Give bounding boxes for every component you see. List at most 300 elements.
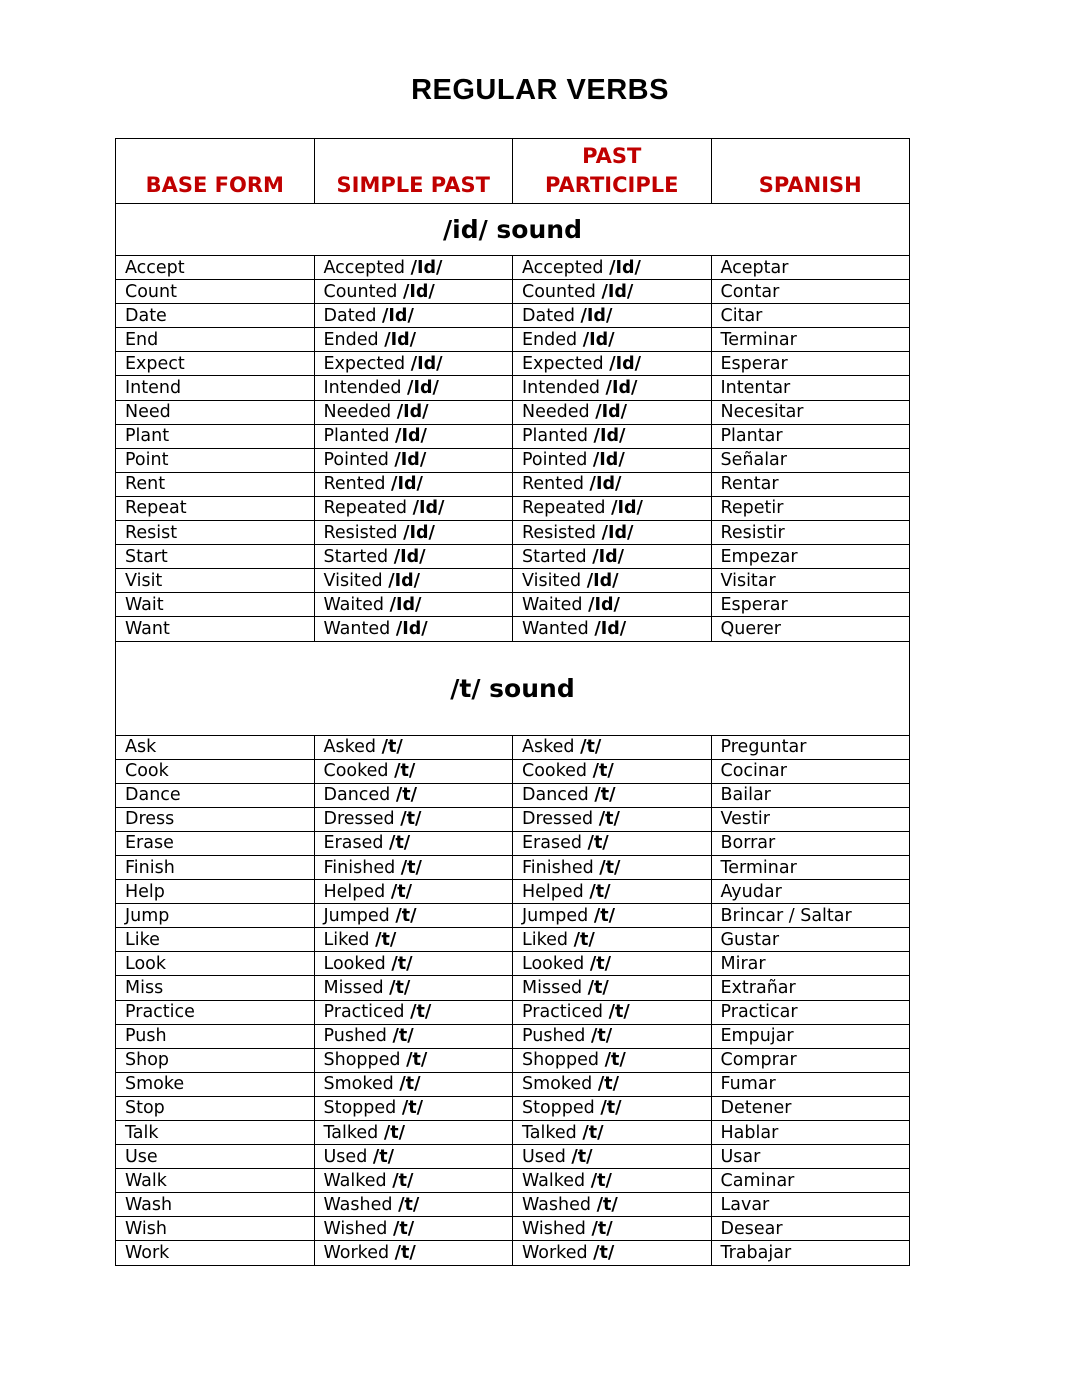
verb-text: Cooked: [323, 761, 389, 782]
verb-text: Talk: [125, 1122, 159, 1143]
verb-text: Jumped: [522, 905, 589, 926]
simple-past-cell: [314, 472, 513, 496]
verb-text: Stopped: [522, 1098, 595, 1119]
table-row: [116, 328, 910, 352]
table-row: [116, 1000, 910, 1024]
past-participle-cell: [513, 904, 712, 928]
past-participle-cell: [513, 783, 712, 807]
simple-past-cell: [314, 304, 513, 328]
sound-marker: /t/: [593, 1243, 615, 1264]
simple-past-cell: [314, 521, 513, 545]
past-participle-cell: [513, 831, 712, 855]
past-participle-cell: [513, 807, 712, 831]
table-row: [116, 496, 910, 520]
verb-text: Planted: [522, 426, 588, 447]
base-form-cell: [116, 400, 315, 424]
base-form-cell: [116, 424, 315, 448]
past-participle-cell: [513, 1193, 712, 1217]
simple-past-cell: [314, 448, 513, 472]
base-form-cell: [116, 735, 315, 759]
past-participle-cell: [513, 928, 712, 952]
base-form-cell: [116, 304, 315, 328]
spanish-cell: [711, 976, 910, 1000]
spanish-cell: [711, 521, 910, 545]
verb-text: Shopped: [323, 1050, 401, 1071]
verb-text: Dance: [125, 785, 181, 806]
sound-marker: /Id/: [605, 378, 638, 399]
verb-text: Work: [125, 1243, 170, 1264]
table-row: [116, 1096, 910, 1120]
sound-marker: /Id/: [410, 353, 443, 374]
verb-text: Count: [125, 281, 177, 302]
verb-text: Waited: [522, 594, 583, 615]
verb-text: Looked: [323, 953, 386, 974]
table-row: [116, 1121, 910, 1145]
past-participle-cell: [513, 521, 712, 545]
table-row: [116, 256, 910, 280]
verb-text: Shop: [125, 1050, 170, 1071]
sound-marker: /t/: [406, 1050, 428, 1071]
past-participle-cell: [513, 617, 712, 641]
verb-text: Hablar: [720, 1122, 779, 1143]
sound-marker: /t/: [589, 881, 611, 902]
simple-past-cell: [314, 496, 513, 520]
verb-text: Practiced: [522, 1002, 604, 1023]
past-participle-cell: [513, 976, 712, 1000]
verb-text: Erased: [522, 833, 582, 854]
header-base-form: BASE FORM: [116, 139, 315, 204]
spanish-cell: [711, 831, 910, 855]
sound-marker: /t/: [571, 1146, 593, 1167]
sound-marker: /Id/: [388, 570, 421, 591]
sound-marker: /t/: [580, 737, 602, 758]
verb-text: Ended: [323, 329, 379, 350]
verb-text: Practiced: [323, 1002, 405, 1023]
past-participle-cell: [513, 880, 712, 904]
sound-marker: /t/: [593, 905, 616, 926]
verb-text: Esperar: [720, 353, 788, 374]
base-form-cell: [116, 593, 315, 617]
simple-past-cell: [314, 1169, 513, 1193]
spanish-cell: [711, 1169, 910, 1193]
verb-text: Lavar: [720, 1194, 770, 1215]
sound-marker: /t/: [398, 1194, 420, 1215]
base-form-cell: [116, 1193, 315, 1217]
sound-marker: /t/: [400, 857, 422, 878]
base-form-cell: [116, 1121, 315, 1145]
base-form-cell: [116, 976, 315, 1000]
verbs-table: [115, 138, 910, 1266]
base-form-cell: [116, 472, 315, 496]
sound-marker: /t/: [399, 1074, 421, 1095]
base-form-cell: [116, 1024, 315, 1048]
base-form-cell: [116, 904, 315, 928]
base-form-cell: [116, 1145, 315, 1169]
sound-marker: /Id/: [382, 305, 414, 326]
spanish-cell: [711, 448, 910, 472]
table-row: [116, 880, 910, 904]
table-row: [116, 735, 910, 759]
section-heading: /id/ sound: [116, 204, 910, 256]
sound-marker: /t/: [395, 905, 417, 926]
table-row: [116, 593, 910, 617]
verb-text: Use: [125, 1146, 158, 1167]
spanish-cell: [711, 617, 910, 641]
verb-text: Missed: [522, 977, 583, 998]
verb-text: Talked: [323, 1122, 379, 1143]
verb-text: Dated: [522, 305, 575, 326]
sound-marker: /Id/: [586, 570, 619, 591]
verb-text: Visitar: [720, 570, 776, 591]
sound-marker: /Id/: [594, 618, 627, 639]
simple-past-cell: [314, 928, 513, 952]
sound-marker: /t/: [401, 1098, 424, 1119]
simple-past-cell: [314, 1048, 513, 1072]
simple-past-cell: [314, 976, 513, 1000]
sound-marker: /t/: [391, 953, 413, 974]
past-participle-cell: [513, 569, 712, 593]
verb-text: Wanted: [323, 618, 391, 639]
sound-marker: /Id/: [609, 257, 641, 278]
past-participle-cell: [513, 855, 712, 879]
sound-marker: /Id/: [582, 329, 615, 350]
sound-marker: /t/: [392, 1170, 414, 1191]
table-row: [116, 472, 910, 496]
verb-text: Helped: [323, 881, 386, 902]
base-form-cell: [116, 1048, 315, 1072]
base-form-cell: [116, 256, 315, 280]
verb-text: Worked: [522, 1243, 588, 1264]
sound-marker: /t/: [375, 929, 397, 950]
simple-past-cell: [314, 1096, 513, 1120]
verb-text: Wait: [125, 594, 164, 615]
past-participle-cell: [513, 1072, 712, 1096]
spanish-cell: [711, 328, 910, 352]
verb-text: Want: [125, 618, 170, 639]
sound-marker: /Id/: [393, 546, 426, 567]
base-form-cell: [116, 759, 315, 783]
header-simple-past: SIMPLE PAST: [314, 139, 513, 204]
verb-text: Ayudar: [720, 881, 782, 902]
verb-text: Accept: [125, 257, 185, 278]
verb-text: Danced: [522, 785, 589, 806]
verb-text: Help: [125, 881, 165, 902]
verb-text: Walk: [125, 1170, 167, 1191]
verb-text: Like: [125, 929, 160, 950]
sound-marker: /Id/: [384, 329, 417, 350]
base-form-cell: [116, 1217, 315, 1241]
simple-past-cell: [314, 617, 513, 641]
sound-marker: /Id/: [592, 546, 625, 567]
sound-marker: /t/: [591, 1026, 613, 1047]
verb-text: Smoked: [323, 1074, 394, 1095]
verb-text: Plant: [125, 426, 170, 447]
verb-text: Señalar: [720, 450, 787, 471]
base-form-cell: [116, 880, 315, 904]
past-participle-cell: [513, 1241, 712, 1265]
verb-text: Liked: [323, 929, 370, 950]
sound-marker: /t/: [608, 1002, 630, 1023]
spanish-cell: [711, 352, 910, 376]
verb-text: Expect: [125, 353, 185, 374]
verb-text: Vestir: [720, 809, 770, 830]
table-row: [116, 1193, 910, 1217]
table-row: [116, 400, 910, 424]
verb-text: Talked: [522, 1122, 577, 1143]
simple-past-cell: [314, 783, 513, 807]
table-row: [116, 617, 910, 641]
section-heading: /t/ sound: [116, 641, 910, 735]
spanish-cell: [711, 928, 910, 952]
base-form-cell: [116, 1241, 315, 1265]
sound-marker: /t/: [587, 977, 609, 998]
base-form-cell: [116, 783, 315, 807]
verb-text: Needed: [323, 402, 392, 423]
verb-text: Contar: [720, 281, 780, 302]
sound-marker: /Id/: [601, 522, 634, 543]
verb-text: Pushed: [522, 1026, 586, 1047]
verb-text: Esperar: [720, 594, 788, 615]
verb-text: Rent: [125, 474, 166, 495]
sound-marker: /t/: [389, 833, 411, 854]
sound-marker: /t/: [394, 761, 416, 782]
verb-text: Wash: [125, 1194, 173, 1215]
verb-text: Intentar: [720, 378, 791, 399]
simple-past-cell: [314, 376, 513, 400]
table-row: [116, 569, 910, 593]
simple-past-cell: [314, 831, 513, 855]
table-row: [116, 424, 910, 448]
verb-text: Smoked: [522, 1074, 593, 1095]
verb-text: Mirar: [720, 953, 766, 974]
simple-past-cell: [314, 759, 513, 783]
verb-text: Washed: [323, 1194, 393, 1215]
verb-text: Liked: [522, 929, 568, 950]
verb-text: Used: [522, 1146, 566, 1167]
table-row: [116, 304, 910, 328]
simple-past-cell: [314, 545, 513, 569]
spanish-cell: [711, 1072, 910, 1096]
verb-text: Comprar: [720, 1050, 797, 1071]
verb-text: Intended: [323, 378, 402, 399]
verb-text: Helped: [522, 881, 584, 902]
spanish-cell: [711, 1217, 910, 1241]
header-past-participle: [513, 139, 712, 204]
past-participle-cell: [513, 280, 712, 304]
simple-past-cell: [314, 855, 513, 879]
verb-text: Finished: [522, 857, 594, 878]
base-form-cell: [116, 928, 315, 952]
sound-marker: /t/: [594, 785, 616, 806]
verb-text: Preguntar: [720, 737, 807, 758]
past-participle-cell: [513, 472, 712, 496]
table-row: [116, 1072, 910, 1096]
verb-text: Looked: [522, 953, 585, 974]
verb-text: Terminar: [720, 329, 797, 350]
base-form-cell: [116, 952, 315, 976]
sound-marker: /t/: [582, 1122, 604, 1143]
sound-marker: /Id/: [580, 305, 613, 326]
verb-text: Plantar: [720, 426, 783, 447]
verb-text: Wished: [522, 1218, 586, 1239]
simple-past-cell: [314, 807, 513, 831]
verb-text: Pushed: [323, 1026, 387, 1047]
spanish-cell: [711, 759, 910, 783]
simple-past-cell: [314, 400, 513, 424]
verb-text: Accepted: [323, 257, 406, 278]
spanish-cell: [711, 1000, 910, 1024]
base-form-cell: [116, 352, 315, 376]
base-form-cell: [116, 1096, 315, 1120]
verb-text: Used: [323, 1146, 368, 1167]
verb-text: Accepted: [522, 257, 604, 278]
spanish-cell: [711, 783, 910, 807]
verb-text: Trabajar: [720, 1243, 792, 1264]
verb-text: Expected: [522, 353, 604, 374]
past-participle-cell: [513, 1048, 712, 1072]
verb-text: Missed: [323, 977, 384, 998]
verb-text: Jumped: [323, 905, 390, 926]
verb-text: Resisted: [522, 522, 596, 543]
table-row: [116, 807, 910, 831]
verb-text: Waited: [323, 594, 385, 615]
table-row: [116, 759, 910, 783]
verb-text: Rentar: [720, 474, 779, 495]
spanish-cell: [711, 376, 910, 400]
verb-text: Counted: [522, 281, 596, 302]
base-form-cell: [116, 328, 315, 352]
past-participle-cell: [513, 256, 712, 280]
spanish-cell: [711, 424, 910, 448]
table-row: [116, 783, 910, 807]
sound-marker: /t/: [600, 1098, 622, 1119]
verb-text: Usar: [720, 1146, 761, 1167]
spanish-cell: [711, 1121, 910, 1145]
sound-marker: /Id/: [389, 594, 422, 615]
sound-marker: /t/: [400, 809, 422, 830]
verb-text: Look: [125, 953, 166, 974]
past-participle-cell: [513, 1024, 712, 1048]
verb-text: Rented: [323, 474, 386, 495]
base-form-cell: [116, 831, 315, 855]
spanish-cell: [711, 807, 910, 831]
verb-text: Resistir: [720, 522, 785, 543]
base-form-cell: [116, 521, 315, 545]
sound-marker: /Id/: [407, 378, 439, 399]
verb-text: Erased: [323, 833, 384, 854]
past-participle-cell: [513, 304, 712, 328]
simple-past-cell: [314, 904, 513, 928]
verb-text: Repeat: [125, 498, 187, 519]
sound-marker: /t/: [591, 1218, 613, 1239]
past-participle-cell: [513, 1000, 712, 1024]
spanish-cell: [711, 545, 910, 569]
table-row: [116, 1241, 910, 1265]
verb-text: Planted: [323, 426, 390, 447]
verb-text: Dress: [125, 809, 175, 830]
simple-past-cell: [314, 1193, 513, 1217]
verb-text: Finish: [125, 857, 175, 878]
verb-text: Fumar: [720, 1074, 776, 1095]
base-form-cell: [116, 448, 315, 472]
simple-past-cell: [314, 1241, 513, 1265]
verb-text: Intended: [522, 378, 600, 399]
past-participle-cell: [513, 593, 712, 617]
verb-text: Ask: [125, 737, 157, 758]
verb-text: Caminar: [720, 1170, 795, 1191]
base-form-cell: [116, 1000, 315, 1024]
verb-text: Start: [125, 546, 168, 567]
table-row: [116, 904, 910, 928]
table-row: [116, 1145, 910, 1169]
simple-past-cell: [314, 569, 513, 593]
section-heading-row: [116, 641, 910, 735]
table-row: [116, 1169, 910, 1193]
sound-marker: /Id/: [592, 450, 625, 471]
spanish-cell: [711, 400, 910, 424]
simple-past-cell: [314, 328, 513, 352]
past-participle-cell: [513, 448, 712, 472]
past-participle-cell: [513, 759, 712, 783]
verb-text: Borrar: [720, 833, 776, 854]
table-body: [116, 204, 910, 1266]
verb-text: Wish: [125, 1218, 167, 1239]
table-row: [116, 448, 910, 472]
past-participle-cell: [513, 352, 712, 376]
sound-marker: /Id/: [609, 353, 642, 374]
spanish-cell: [711, 1048, 910, 1072]
simple-past-cell: [314, 1121, 513, 1145]
verb-text: Querer: [720, 618, 781, 639]
section-heading-row: [116, 204, 910, 256]
sound-marker: /Id/: [601, 281, 634, 302]
verb-text: Ended: [522, 329, 578, 350]
spanish-cell: [711, 880, 910, 904]
sound-marker: /t/: [573, 929, 595, 950]
table-row: [116, 855, 910, 879]
sound-marker: /t/: [394, 1243, 416, 1264]
simple-past-cell: [314, 952, 513, 976]
verb-text: Started: [522, 546, 587, 567]
verb-text: Point: [125, 450, 169, 471]
table-row: [116, 831, 910, 855]
verb-text: Dated: [323, 305, 377, 326]
verb-text: Miss: [125, 977, 164, 998]
spanish-cell: [711, 472, 910, 496]
sound-marker: /Id/: [412, 498, 445, 519]
simple-past-cell: [314, 735, 513, 759]
verb-text: Jump: [125, 905, 170, 926]
simple-past-cell: [314, 352, 513, 376]
spanish-cell: [711, 280, 910, 304]
table-header-row: [116, 139, 910, 204]
past-participle-cell: [513, 496, 712, 520]
sound-marker: /t/: [395, 785, 418, 806]
past-participle-cell: [513, 545, 712, 569]
header-past-participle-label: PAST PARTICIPLE: [545, 144, 679, 197]
sound-marker: /t/: [598, 809, 620, 830]
past-participle-cell: [513, 1096, 712, 1120]
verb-text: Pointed: [522, 450, 588, 471]
spanish-cell: [711, 1096, 910, 1120]
past-participle-cell: [513, 376, 712, 400]
simple-past-cell: [314, 593, 513, 617]
sound-marker: /Id/: [403, 522, 435, 543]
table-row: [116, 376, 910, 400]
verb-text: Danced: [323, 785, 391, 806]
verb-text: Detener: [720, 1098, 792, 1119]
sound-marker: /t/: [596, 1194, 618, 1215]
